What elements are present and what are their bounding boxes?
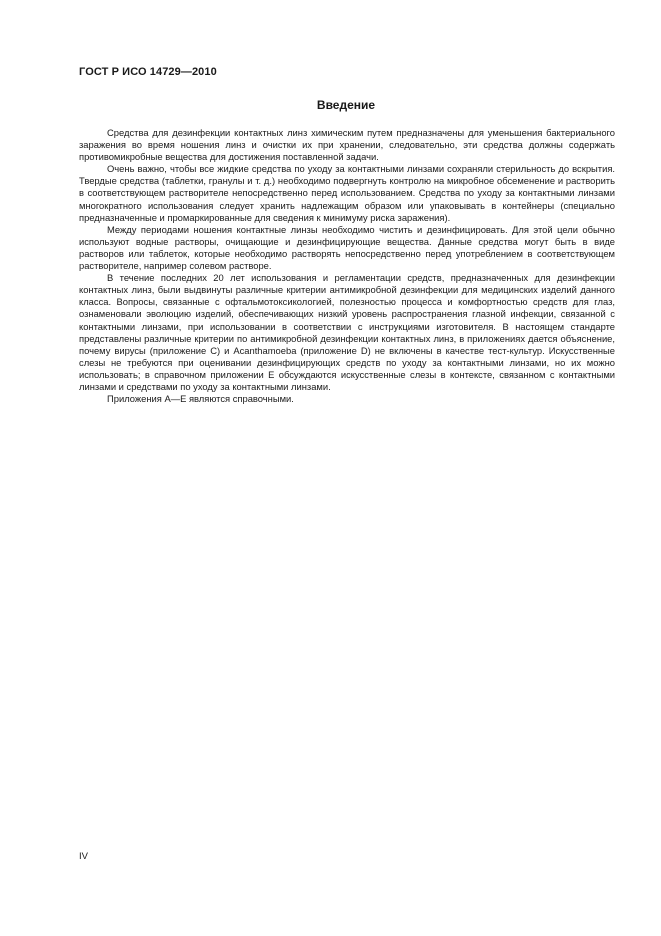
paragraph: Средства для дезинфекции контактных линз химическим путем предназначены для уменьшения бактериального заражения во время ношения линз и очистки их при хранении, следовательно, эти средства должны содержать противомикробные вещества для достижения поставленной задачи. (79, 127, 615, 163)
paragraph: В течение последних 20 лет использования и регламентации средств, предназначенных для дезинфекции контактных линз, были выдвинуты различные критерии антимикробной дезинфекции для медицинских изделий данного класса. Вопросы, связанные с офтальмотоксикологией, полезностью процесса и комфортностью средств для глаз, ознаменовали эволюцию изделий, обеспечивающих низкий уровень распространения глазной инфекции, связанной с контактными линзами, при использовании в соответствии с инструкциями изготовителя. В настоящем стандарте представлены различные критерии по антимикробной дезинфекции контактных линз, в приложениях дается объяснение, почему вирусы (приложение C) и Acanthamoeba (приложение D) не включены в качестве тест-культур. Искусственные слезы не требуются при оценивании дезинфицирующих средств по уходу за контактными линзами, но их можно использовать; в справочном приложении E обсуждаются искусственные слезы в контексте, связанном с контактными линзами и средствами по уходу за контактными линзами. (79, 272, 615, 392)
page-number: IV (79, 851, 88, 862)
body-text (79, 127, 615, 405)
section-title: Введение (316, 98, 376, 112)
paragraph: Приложения A—E являются справочными. (107, 393, 294, 405)
paragraph: Между периодами ношения контактные линзы необходимо чистить и дезинфицировать. Для этой цели обычно используют водные растворы, очищающие и дезинфицирующие вещества. Данные средства могут быть в виде растворов или таблеток, которые необходимо растворять непосредственно перед употреблением в соответствующем растворителе, например солевом растворе. (79, 223, 615, 272)
paragraph: Очень важно, чтобы все жидкие средства по уходу за контактными линзами сохраняли стерильность до вскрытия. Твердые средства (таблетки, гранулы и т. д.) необходимо подвергнуть контролю на микробное обсеменение и растворить в соответствующем растворителе непосредственно перед использованием. Средства по уходу за контактными линзами многократного использования следует хранить надлежащим образом или упаковывать в контейнеры (специально предназначенные и промаркированные для сведения к минимуму риска заражения). (79, 163, 615, 223)
document-code: ГОСТ Р ИСО 14729—2010 (79, 66, 217, 78)
